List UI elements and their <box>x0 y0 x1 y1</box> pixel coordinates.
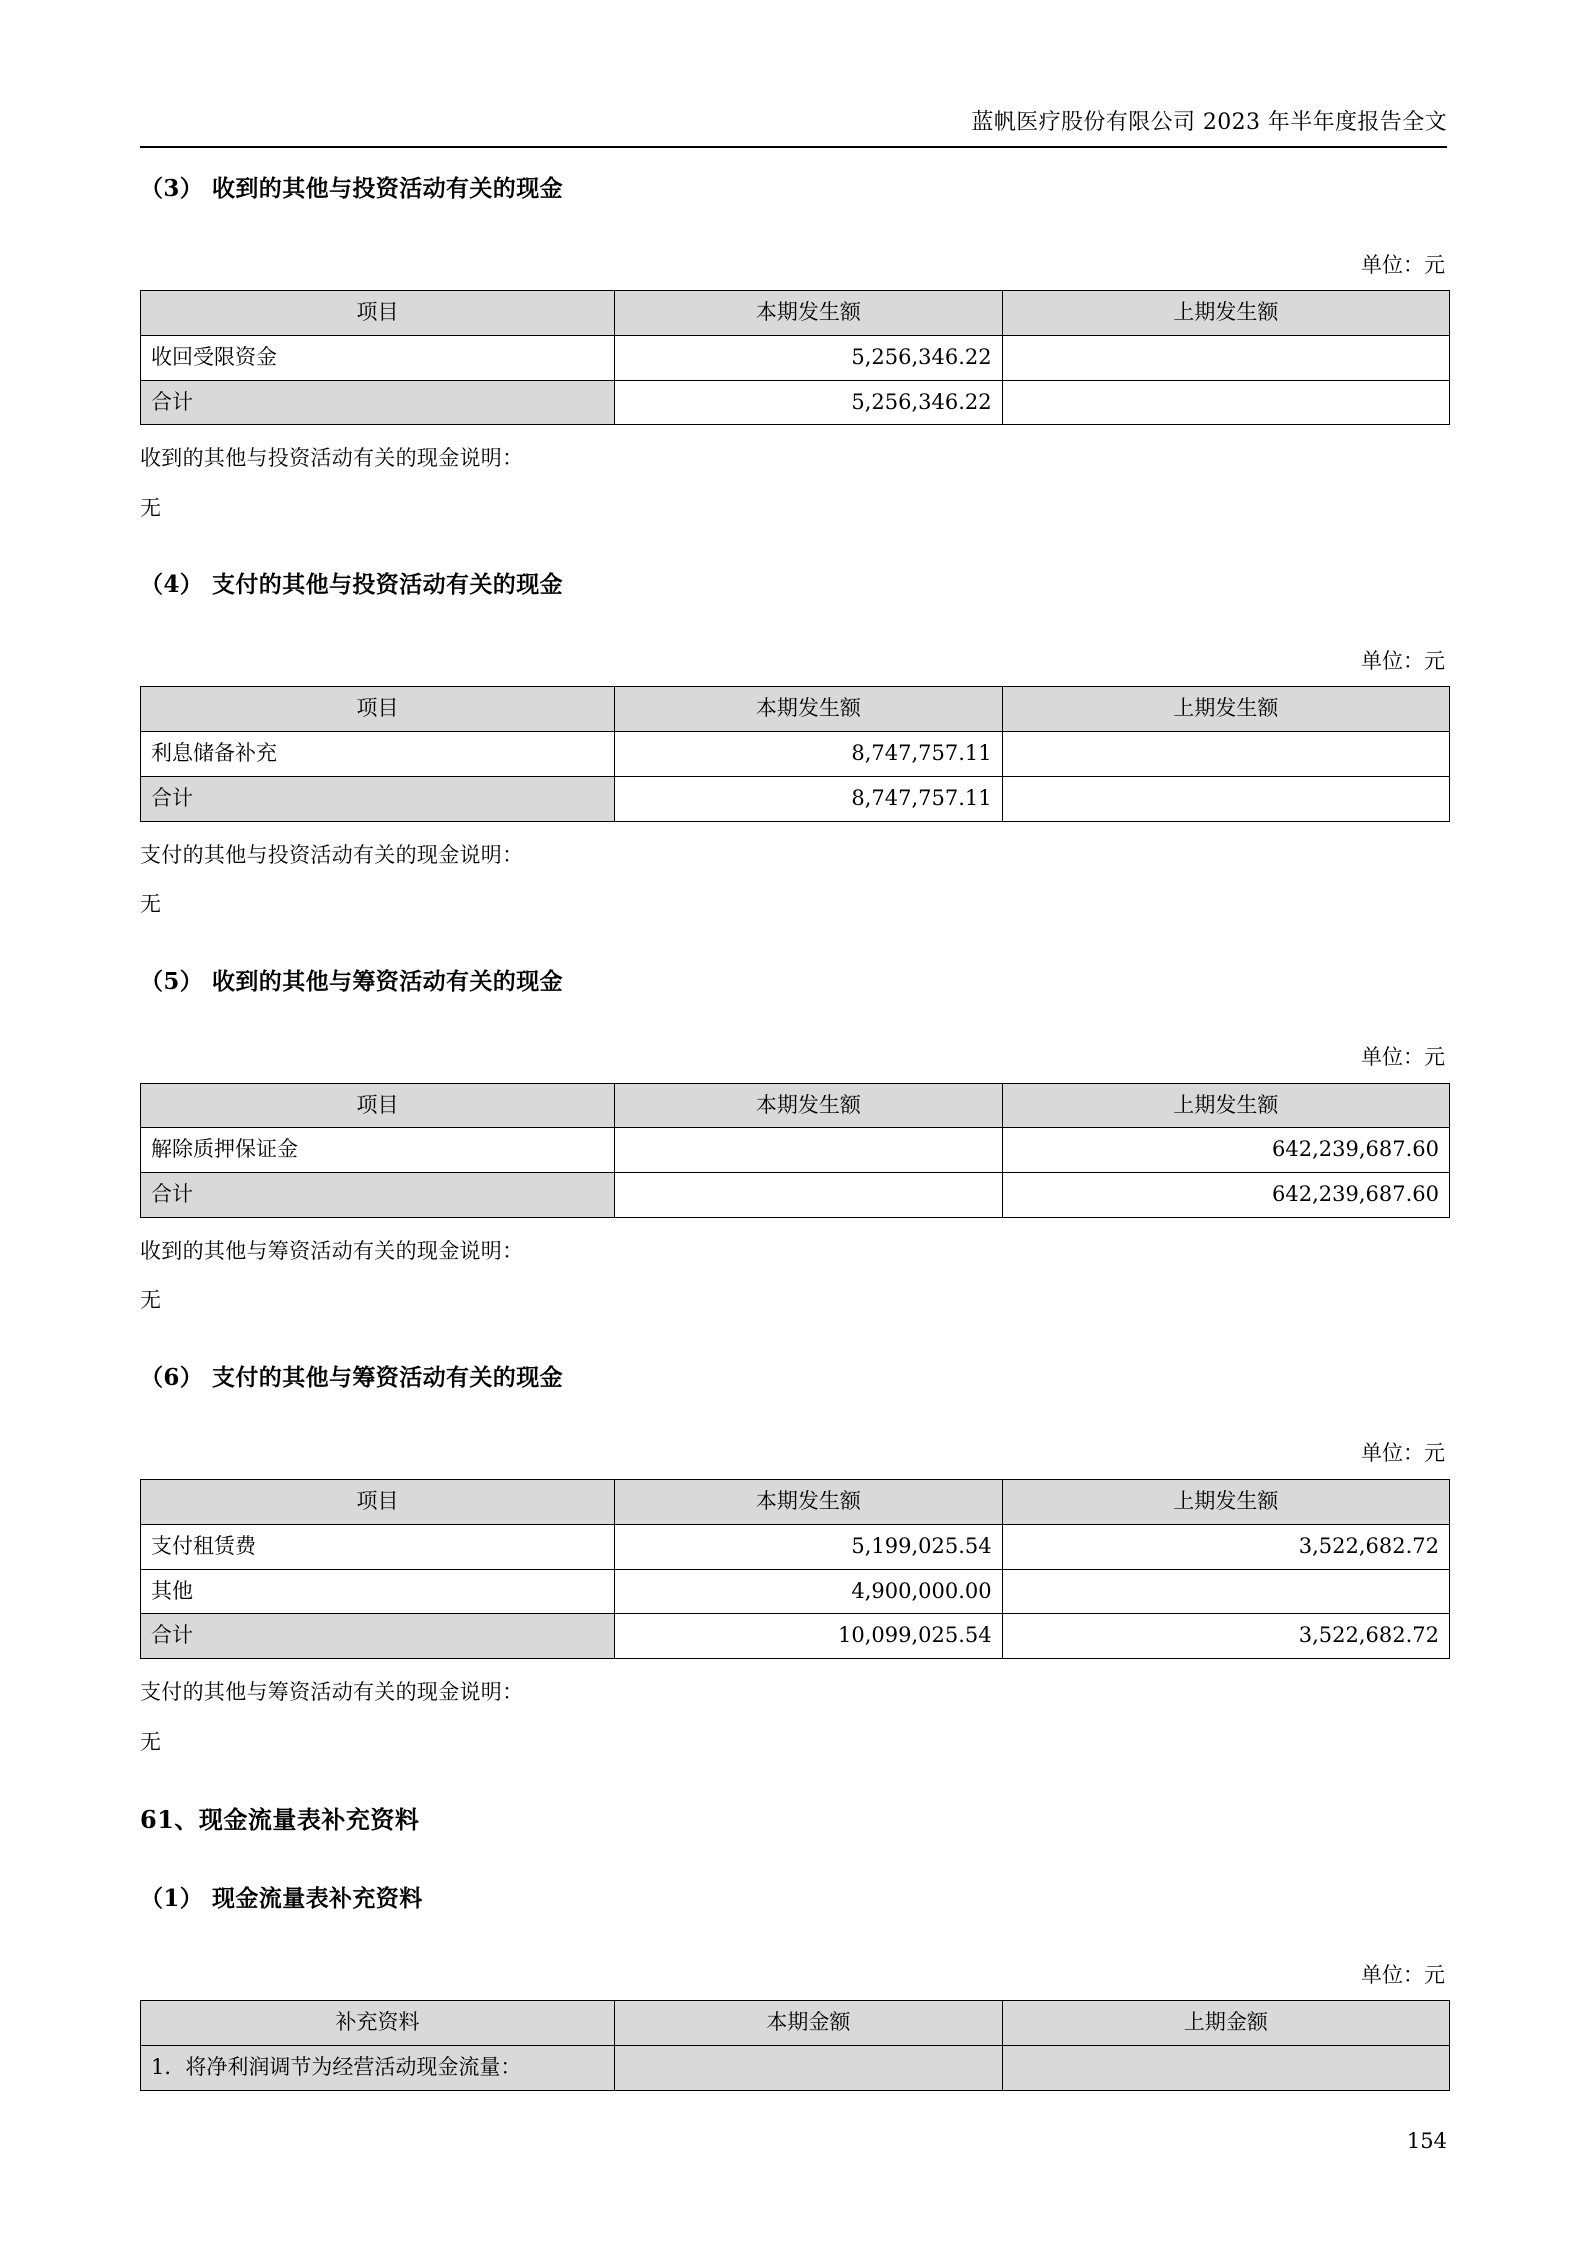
row-label: 解除质押保证金 <box>141 1128 615 1173</box>
column-header-current-amount: 本期金额 <box>615 2001 1003 2046</box>
section-heading-6 <box>140 1361 1450 1396</box>
section-number-4: （4） <box>140 571 204 599</box>
page-number: 154 <box>1406 2129 1447 2153</box>
column-header-previous: 上期发生额 <box>1002 1083 1449 1128</box>
row-current-amount: 5,256,346.22 <box>615 380 1003 425</box>
column-header-previous: 上期发生额 <box>1002 1479 1449 1524</box>
row-label: 支付租赁费 <box>141 1524 615 1569</box>
table-row <box>141 1524 1450 1569</box>
table-cash-flow-supplementary <box>140 2000 1450 2091</box>
row-current-amount <box>615 2045 1003 2090</box>
note-value-4: 无 <box>140 892 161 917</box>
column-header-current: 本期发生额 <box>615 1083 1003 1128</box>
row-current-amount: 4,900,000.00 <box>615 1569 1003 1614</box>
page-header <box>140 108 1447 139</box>
column-header-item: 项目 <box>141 1479 615 1524</box>
row-previous-amount <box>1002 776 1449 821</box>
column-header-previous: 上期发生额 <box>1002 687 1449 732</box>
table-row <box>141 1569 1450 1614</box>
row-current-amount: 8,747,757.11 <box>615 732 1003 777</box>
row-previous-amount <box>1002 732 1449 777</box>
table-row <box>141 776 1450 821</box>
note61-sub-heading <box>140 1882 1450 1917</box>
table-row <box>141 1173 1450 1218</box>
note-value-7: 无 <box>140 1729 161 1754</box>
table-row <box>141 732 1450 777</box>
section-title-6: 支付的其他与筹资活动有关的现金 <box>212 1363 563 1391</box>
unit-label-5: 单位：元 <box>1361 1045 1445 1070</box>
row-current-amount: 5,256,346.22 <box>615 335 1003 380</box>
section-title-3: 收到的其他与投资活动有关的现金 <box>212 175 563 202</box>
section-title-4: 支付的其他与投资活动有关的现金 <box>212 571 563 599</box>
column-header-supplementary: 补充资料 <box>141 2001 615 2046</box>
row-current-amount: 8,747,757.11 <box>615 776 1003 821</box>
section-number-3: （3） <box>140 175 204 202</box>
page-content <box>140 172 1450 2091</box>
section-title-5: 收到的其他与筹资活动有关的现金 <box>212 967 563 995</box>
column-header-item: 项目 <box>141 687 615 732</box>
note-value-3: 无 <box>140 495 161 520</box>
row-current-amount: 5,199,025.54 <box>615 1524 1003 1569</box>
note-label-7: 支付的其他与筹资活动有关的现金说明： <box>140 1680 524 1705</box>
column-header-item: 项目 <box>141 1083 615 1128</box>
section-heading-3 <box>140 172 1450 207</box>
row-previous-amount <box>1002 335 1449 380</box>
row-previous-amount <box>1002 2045 1449 2090</box>
table-row <box>141 2045 1450 2090</box>
table-other-cash-received-financing <box>140 1083 1450 1218</box>
unit-label-3: 单位：元 <box>1361 252 1445 277</box>
unit-label-4: 单位：元 <box>1361 648 1445 673</box>
table-header-row <box>141 290 1450 335</box>
column-header-current: 本期发生额 <box>615 290 1003 335</box>
row-previous-amount <box>1002 380 1449 425</box>
row-label: 收回受限资金 <box>141 335 615 380</box>
row-current-amount: 10,099,025.54 <box>615 1614 1003 1659</box>
table-header-row <box>141 2001 1450 2046</box>
row-previous-amount: 642,239,687.60 <box>1002 1173 1449 1218</box>
note-heading-61: 61、现金流量表补充资料 <box>140 1805 420 1835</box>
section-number-6: （6） <box>140 1363 204 1391</box>
column-header-item: 项目 <box>141 290 615 335</box>
table-header-row <box>141 1479 1450 1524</box>
row-label: 其他 <box>141 1569 615 1614</box>
table-header-row <box>141 1083 1450 1128</box>
table-row <box>141 1128 1450 1173</box>
column-header-current: 本期发生额 <box>615 1479 1003 1524</box>
row-label: 合计 <box>141 1614 615 1659</box>
row-previous-amount <box>1002 1569 1449 1614</box>
note61-sub-number: （1） <box>140 1885 204 1913</box>
column-header-previous: 上期发生额 <box>1002 290 1449 335</box>
table-other-cash-paid-financing <box>140 1479 1450 1659</box>
column-header-current: 本期发生额 <box>615 687 1003 732</box>
row-previous-amount: 3,522,682.72 <box>1002 1614 1449 1659</box>
note-label-4: 支付的其他与投资活动有关的现金说明： <box>140 842 524 867</box>
page-header-title: 蓝帆医疗股份有限公司 2023 年半年度报告全文 <box>971 110 1447 135</box>
section-heading-5 <box>140 965 1450 1000</box>
table-row <box>141 335 1450 380</box>
row-label: 利息储备补充 <box>141 732 615 777</box>
table-other-cash-received-investing <box>140 290 1450 425</box>
row-label: 1．将净利润调节为经营活动现金流量： <box>141 2045 615 2090</box>
table-row <box>141 380 1450 425</box>
row-label: 合计 <box>141 380 615 425</box>
note-label-5: 收到的其他与筹资活动有关的现金说明： <box>140 1238 524 1263</box>
column-header-previous-amount: 上期金额 <box>1002 2001 1449 2046</box>
section-number-5: （5） <box>140 967 204 995</box>
row-label: 合计 <box>141 1173 615 1218</box>
section-heading-4 <box>140 568 1450 603</box>
table-other-cash-paid-investing <box>140 686 1450 821</box>
table-header-row <box>141 687 1450 732</box>
note-label-3: 收到的其他与投资活动有关的现金说明： <box>140 446 524 471</box>
unit-label-61: 单位：元 <box>1361 1962 1445 1987</box>
note61-sub-title: 现金流量表补充资料 <box>212 1885 423 1913</box>
note-value-5: 无 <box>140 1288 161 1313</box>
table-row <box>141 1614 1450 1659</box>
row-previous-amount: 3,522,682.72 <box>1002 1524 1449 1569</box>
row-label: 合计 <box>141 776 615 821</box>
unit-label-6: 单位：元 <box>1361 1441 1445 1466</box>
row-current-amount <box>615 1173 1003 1218</box>
row-previous-amount: 642,239,687.60 <box>1002 1128 1449 1173</box>
row-current-amount <box>615 1128 1003 1173</box>
header-divider <box>140 146 1447 148</box>
